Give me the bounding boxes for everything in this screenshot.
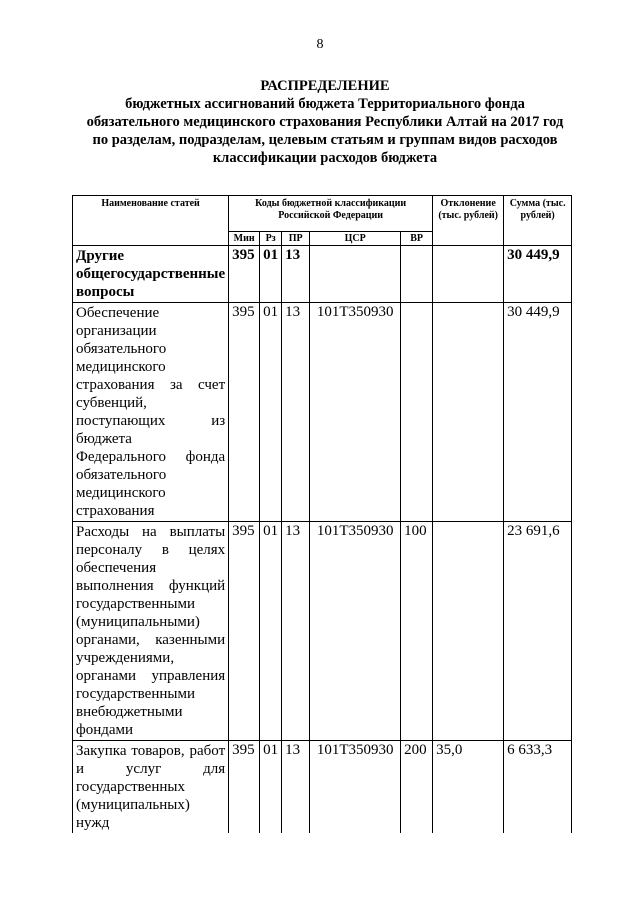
table-row bbox=[73, 246, 572, 303]
table-row bbox=[73, 522, 572, 741]
page-number: 8 bbox=[316, 37, 324, 52]
row-pr: 13 bbox=[282, 741, 310, 834]
row-sum: 6 633,3 bbox=[504, 741, 572, 834]
header-codes: Коды бюджетной классификации Российской Федерации bbox=[229, 196, 433, 232]
row-pr: 13 bbox=[282, 303, 310, 522]
row-csr: 101Т350930 bbox=[310, 522, 401, 741]
title-line: бюджетных ассигнований бюджета Территориального фонда bbox=[125, 96, 525, 112]
header-deviation: Отклонение (тыс. рублей) bbox=[433, 196, 504, 246]
row-rz: 01 bbox=[260, 303, 282, 522]
title-line: РАСПРЕДЕЛЕНИЕ bbox=[260, 78, 390, 94]
row-csr: 101Т350930 bbox=[310, 741, 401, 834]
row-vr: 200 bbox=[401, 741, 433, 834]
header-pr: ПР bbox=[282, 232, 310, 246]
row-min: 395 bbox=[229, 741, 260, 834]
row-rz: 01 bbox=[260, 522, 282, 741]
row-deviation bbox=[433, 246, 504, 303]
row-vr bbox=[401, 303, 433, 522]
row-name: Обеспечение организации обязательного медицинского страхования за счет субвенций, поступающих из бюджета Федерального фонда обязательного медицинского страхования bbox=[73, 303, 229, 522]
row-min: 395 bbox=[229, 303, 260, 522]
row-min: 395 bbox=[229, 246, 260, 303]
row-pr: 13 bbox=[282, 246, 310, 303]
row-sum: 30 449,9 bbox=[504, 303, 572, 522]
row-sum: 23 691,6 bbox=[504, 522, 572, 741]
row-name: Расходы на выплаты персоналу в целях обеспечения выполнения функций государственными (муниципальными) органами, казенными учреждениями, органами управления государственными внебюджетными фондами bbox=[73, 522, 229, 741]
header-vr: ВР bbox=[401, 232, 433, 246]
row-csr: 101Т350930 bbox=[310, 303, 401, 522]
title-line: классификации расходов бюджета bbox=[212, 150, 438, 166]
header-min: Мин bbox=[229, 232, 260, 246]
header-csr: ЦСР bbox=[310, 232, 401, 246]
header-name: Наименование статей bbox=[73, 196, 229, 246]
row-deviation bbox=[433, 303, 504, 522]
header-rz: Рз bbox=[260, 232, 282, 246]
budget-table bbox=[72, 195, 572, 833]
row-deviation bbox=[433, 522, 504, 741]
document-title bbox=[60, 77, 590, 167]
row-csr bbox=[310, 246, 401, 303]
row-vr: 100 bbox=[401, 522, 433, 741]
row-sum: 30 449,9 bbox=[504, 246, 572, 303]
row-rz: 01 bbox=[260, 246, 282, 303]
title-line: по разделам, подразделам, целевым статьям и группам видов расходов bbox=[92, 132, 558, 148]
row-rz: 01 bbox=[260, 741, 282, 834]
row-min: 395 bbox=[229, 522, 260, 741]
row-vr bbox=[401, 246, 433, 303]
row-name: Другие общегосударственные вопросы bbox=[73, 246, 229, 303]
row-deviation: 35,0 bbox=[433, 741, 504, 834]
title-line: обязательного медицинского страхования Республики Алтай на 2017 год bbox=[86, 114, 564, 130]
row-name: Закупка товаров, работ и услуг для государственных (муниципальных) нужд bbox=[73, 741, 229, 834]
table-row bbox=[73, 741, 572, 834]
row-pr: 13 bbox=[282, 522, 310, 741]
table-row bbox=[73, 303, 572, 522]
header-sum: Сумма (тыс. рублей) bbox=[504, 196, 572, 246]
